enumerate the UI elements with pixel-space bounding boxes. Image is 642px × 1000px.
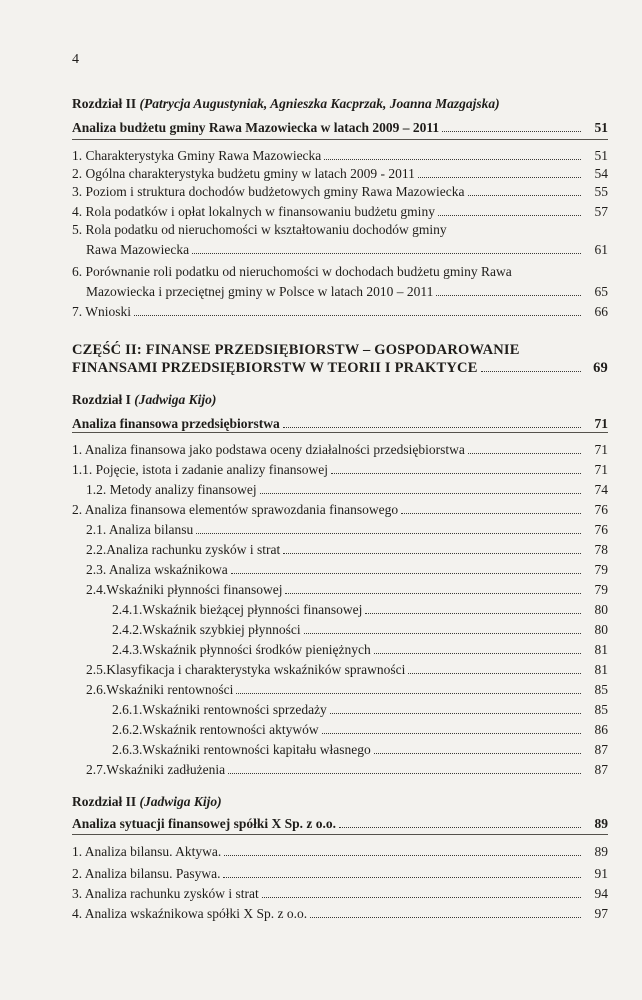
toc-page-number: 74 (594, 482, 608, 497)
toc-entry-title: 2.6.2.Wskaźnik rentowności aktywów (112, 722, 319, 737)
dot-leader (134, 315, 581, 316)
toc-page-number: 89 (594, 844, 608, 859)
toc-entry[interactable] (72, 182, 608, 200)
toc-entry-title: 2.6.Wskaźniki rentowności (86, 682, 234, 697)
toc-entry-title: 2. Analiza bilansu. Pasywa. (72, 866, 221, 881)
toc-entry[interactable] (86, 540, 608, 558)
chapter-heading: Rozdział I (Jadwiga Kijo) (72, 392, 217, 407)
toc-entry[interactable] (86, 520, 608, 538)
toc-entry[interactable] (72, 460, 608, 478)
chapter-title-entry[interactable] (72, 814, 608, 832)
toc-entry[interactable] (86, 282, 608, 300)
toc-page-number: 85 (594, 702, 608, 717)
toc-entry[interactable] (112, 640, 608, 658)
dot-leader (418, 177, 581, 178)
toc-entry-title: 2.6.1.Wskaźniki rentowności sprzedaży (112, 702, 327, 717)
toc-entry-title: 3. Poziom i struktura dochodów budżetowych gminy Rawa Mazowiecka (72, 184, 465, 199)
toc-entry[interactable] (86, 680, 608, 698)
toc-entry[interactable] (112, 600, 608, 618)
toc-entry[interactable] (86, 480, 608, 498)
toc-entry-title: Analiza budżetu gminy Rawa Mazowiecka w latach 2009 – 2011 (72, 120, 440, 135)
toc-entry[interactable] (72, 864, 608, 882)
toc-page-number: 80 (594, 602, 608, 617)
dot-leader (262, 897, 581, 898)
dot-leader (374, 753, 581, 754)
toc-page-number: 71 (594, 462, 608, 477)
toc-page-number: 51 (594, 148, 608, 163)
dot-leader (442, 131, 581, 132)
toc-entry[interactable] (72, 884, 608, 902)
toc-entry[interactable] (72, 842, 608, 860)
dot-leader (331, 473, 581, 474)
dot-leader (365, 613, 581, 614)
dot-leader (228, 773, 581, 774)
dot-leader (285, 593, 581, 594)
toc-page-number: 80 (594, 622, 608, 637)
toc-entry-title: 2. Analiza finansowa elementów sprawozdania finansowego (72, 502, 399, 517)
toc-entry[interactable] (112, 740, 608, 758)
dot-leader (283, 553, 581, 554)
dot-leader (468, 453, 581, 454)
toc-page-number: 87 (594, 742, 608, 757)
toc-entry[interactable] (72, 202, 608, 220)
toc-page-number: 81 (594, 642, 608, 657)
toc-page-number: 61 (594, 242, 608, 257)
toc-entry[interactable] (72, 146, 608, 164)
toc-entry-title: 1.2. Metody analizy finansowej (86, 482, 257, 497)
toc-page-number: 91 (594, 866, 608, 881)
toc-page-number: 86 (594, 722, 608, 737)
toc-entry[interactable] (112, 700, 608, 718)
chapter-title-entry[interactable] (72, 414, 608, 432)
toc-page-number: 57 (594, 204, 608, 219)
toc-page-number: 87 (594, 762, 608, 777)
toc-page-number: 69 (593, 360, 608, 376)
toc-page-number: 71 (594, 416, 608, 431)
chapter-heading: Rozdział II (Patrycja Augustyniak, Agnieszka Kacprzak, Joanna Mazgajska) (72, 96, 500, 111)
toc-entry-text: 5. Rola podatku od nieruchomości w kształtowaniu dochodów gminy (72, 222, 447, 237)
toc-entry-title: 7. Wnioski (72, 304, 132, 319)
dot-leader (260, 493, 581, 494)
toc-entry[interactable] (112, 720, 608, 738)
toc-page-number: 85 (594, 682, 608, 697)
dot-leader (408, 673, 581, 674)
chapter-heading: Rozdział II (Jadwiga Kijo) (72, 794, 222, 809)
toc-entry[interactable] (86, 240, 608, 258)
toc-entry-title: 2.4.2.Wskaźnik szybkiej płynności (112, 622, 301, 637)
toc-entry-title: 2.1. Analiza bilansu (86, 522, 194, 537)
toc-entry-title: 2.3. Analiza wskaźnikowa (86, 562, 228, 577)
dot-leader (310, 917, 581, 918)
dot-leader (223, 877, 581, 878)
dot-leader (481, 371, 581, 372)
toc-entry-title: Analiza sytuacji finansowej spółki X Sp. z o.o. (72, 816, 337, 831)
toc-entry-title: 2. Ogólna charakterystyka budżetu gminy w latach 2009 - 2011 (72, 166, 415, 181)
toc-entry-title: 2.5.Klasyfikacja i charakterystyka wskaźników sprawności (86, 662, 406, 677)
toc-entry-title: Mazowiecka i przeciętnej gminy w Polsce w latach 2010 – 2011 (86, 284, 434, 299)
toc-page-number: 97 (594, 906, 608, 921)
dot-leader (224, 855, 581, 856)
toc-page-number: 65 (594, 284, 608, 299)
dot-leader (436, 295, 581, 296)
dot-leader (236, 693, 581, 694)
section-rule (72, 834, 608, 835)
toc-entry[interactable] (112, 620, 608, 638)
toc-entry[interactable] (72, 302, 608, 320)
toc-page-number: 89 (594, 816, 608, 831)
toc-entry-title: 2.7.Wskaźniki zadłużenia (86, 762, 226, 777)
toc-entry-text: 6. Porównanie roli podatku od nieruchomości w dochodach budżetu gminy Rawa (72, 264, 512, 279)
toc-entry-title: 2.6.3.Wskaźniki rentowności kapitału własnego (112, 742, 371, 757)
toc-page-number: 78 (594, 542, 608, 557)
toc-entry-title: 3. Analiza rachunku zysków i strat (72, 886, 259, 901)
dot-leader (401, 513, 581, 514)
toc-entry[interactable] (86, 660, 608, 678)
toc-entry-title: 2.4.1.Wskaźnik bieżącej płynności finansowej (112, 602, 363, 617)
toc-entry[interactable] (86, 580, 608, 598)
dot-leader (438, 215, 581, 216)
dot-leader (330, 713, 581, 714)
toc-entry-title: Analiza finansowa przedsiębiorstwa (72, 416, 280, 431)
toc-page-number: 76 (594, 522, 608, 537)
dot-leader (231, 573, 581, 574)
toc-entry[interactable] (72, 904, 608, 922)
toc-entry-title: 2.4.3.Wskaźnik płynności środków pieniężnych (112, 642, 371, 657)
section-rule (72, 139, 608, 140)
dot-leader (339, 827, 581, 828)
toc-page-number: 81 (594, 662, 608, 677)
toc-entry[interactable] (86, 760, 608, 778)
toc-entry-title: 1. Analiza finansowa jako podstawa oceny działalności przedsiębiorstwa (72, 442, 465, 457)
toc-entry-title: 1.1. Pojęcie, istota i zadanie analizy finansowej (72, 462, 329, 477)
toc-entry-title: 4. Analiza wskaźnikowa spółki X Sp. z o.o. (72, 906, 308, 921)
part-heading: CZĘŚĆ II: FINANSE PRZEDSIĘBIORSTW – GOSPODAROWANIE (72, 342, 520, 358)
toc-entry-title: 1. Analiza bilansu. Aktywa. (72, 844, 222, 859)
toc-page-number: 94 (594, 886, 608, 901)
dot-leader (468, 195, 581, 196)
toc-entry-title: 4. Rola podatków i opłat lokalnych w finansowaniu budżetu gminy (72, 204, 435, 219)
toc-page-number: 54 (594, 166, 608, 181)
dot-leader (324, 159, 581, 160)
toc-page-number: 79 (594, 582, 608, 597)
toc-page-number: 76 (594, 502, 608, 517)
dot-leader (374, 653, 581, 654)
toc-page-number: 71 (594, 442, 608, 457)
toc-page-number: 55 (594, 184, 608, 199)
toc-entry[interactable] (72, 440, 608, 458)
toc-entry[interactable] (72, 164, 608, 182)
toc-entry[interactable] (86, 560, 608, 578)
toc-entry-title: 2.2.Analiza rachunku zysków i strat (86, 542, 281, 557)
toc-page-number: 79 (594, 562, 608, 577)
dot-leader (192, 253, 581, 254)
chapter-title-entry[interactable] (72, 118, 608, 136)
toc-entry-title: 2.4.Wskaźniki płynności finansowej (86, 582, 283, 597)
toc-entry-title: Rawa Mazowiecka (86, 242, 190, 257)
dot-leader (304, 633, 581, 634)
section-rule (72, 432, 608, 433)
toc-entry[interactable] (72, 500, 608, 518)
dot-leader (283, 427, 581, 428)
dot-leader (322, 733, 581, 734)
toc-page-number: 51 (594, 120, 608, 135)
toc-entry-title: 1. Charakterystyka Gminy Rawa Mazowiecka (72, 148, 322, 163)
toc-page-number: 66 (594, 304, 608, 319)
chapter-title-entry[interactable] (72, 358, 608, 376)
page-number: 4 (72, 52, 79, 67)
toc-entry-title: FINANSAMI PRZEDSIĘBIORSTW W TEORII I PRAKTYCE (72, 360, 478, 376)
dot-leader (196, 533, 581, 534)
